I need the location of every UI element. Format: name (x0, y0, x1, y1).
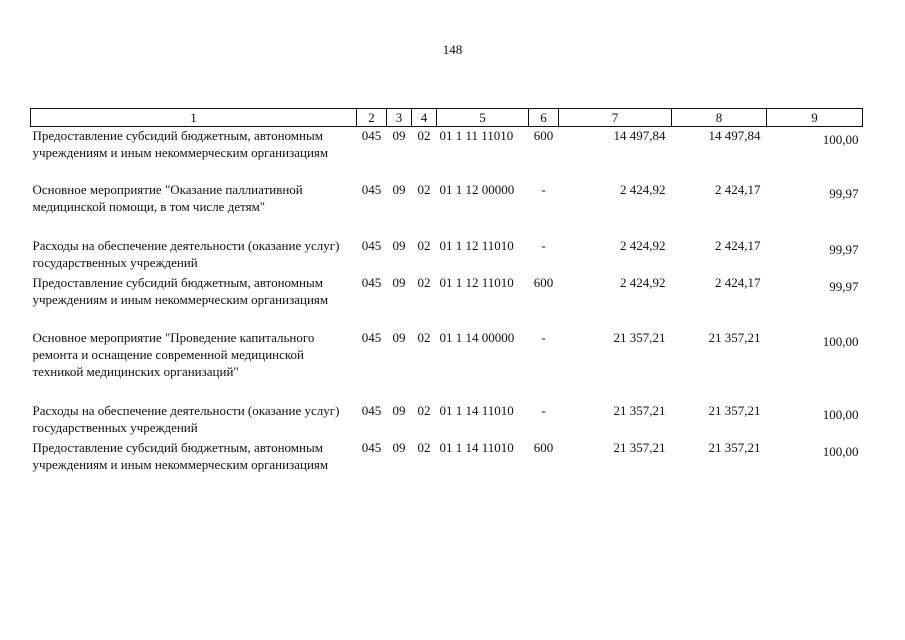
cell-vr: 600 (533, 128, 554, 143)
header-row (31, 109, 863, 127)
cell-rz: 09 (392, 128, 406, 143)
cell-csr: 01 1 12 11010 (439, 274, 514, 290)
cell-vr: - (541, 402, 546, 418)
table-row (31, 402, 863, 439)
cell-vr: - (541, 237, 546, 253)
cell-grbs: 045 (361, 439, 382, 455)
cell-planned: 14 497,84 (613, 128, 666, 143)
row-name: Основное мероприятие "Проведение капитального ремонта и оснащение современной медицинской техникой медицинских организаций" (32, 329, 315, 379)
cell-grbs: 045 (361, 181, 382, 197)
cell-pr: 02 (417, 439, 431, 455)
budget-table (30, 108, 863, 493)
table-row (31, 181, 863, 237)
cell-csr: 01 1 14 11010 (439, 402, 514, 418)
row-name: Расходы на обеспечение деятельности (оказание услуг) государственных учреждений (32, 402, 340, 435)
col-header-4: 4 (412, 109, 437, 127)
cell-executed: 2 424,17 (715, 181, 761, 197)
cell-csr: 01 1 12 00000 (439, 181, 515, 197)
cell-percent: 100,00 (822, 333, 859, 349)
cell-planned: 2 424,92 (620, 237, 666, 253)
row-name: Расходы на обеспечение деятельности (оказание услуг) государственных учреждений (32, 237, 340, 270)
table-row (31, 127, 863, 181)
cell-executed: 14 497,84 (708, 128, 761, 143)
cell-pr: 02 (417, 329, 431, 345)
cell-percent: 99,97 (829, 185, 859, 201)
row-name: Предоставление субсидий бюджетным, автономным учреждениям и иным некоммерческим организациям (32, 439, 329, 472)
cell-grbs: 045 (361, 274, 382, 290)
col-header-3: 3 (387, 109, 412, 127)
cell-executed: 21 357,21 (708, 402, 761, 418)
cell-executed: 21 357,21 (708, 329, 761, 345)
cell-vr: - (541, 181, 546, 197)
cell-pr: 02 (417, 402, 431, 418)
cell-grbs: 045 (361, 329, 382, 345)
cell-vr: 600 (533, 274, 554, 290)
col-header-1: 1 (31, 109, 357, 127)
table-row (31, 329, 863, 402)
cell-csr: 01 1 14 11010 (439, 439, 514, 455)
row-name: Предоставление субсидий бюджетным, автономным учреждениям и иным некоммерческим организациям (32, 274, 329, 307)
cell-rz: 09 (392, 439, 406, 455)
cell-pr: 02 (417, 128, 431, 143)
cell-executed: 2 424,17 (715, 274, 761, 290)
cell-grbs: 045 (361, 402, 382, 418)
col-header-6: 6 (529, 109, 559, 127)
cell-rz: 09 (392, 181, 406, 197)
cell-pr: 02 (417, 237, 431, 253)
col-header-5: 5 (437, 109, 529, 127)
cell-percent: 100,00 (822, 132, 859, 147)
row-name: Предоставление субсидий бюджетным, автономным учреждениям и иным некоммерческим организациям (32, 128, 329, 160)
page-number: 148 (442, 42, 463, 57)
cell-executed: 2 424,17 (715, 237, 761, 253)
col-header-2: 2 (357, 109, 387, 127)
cell-planned: 2 424,92 (620, 181, 666, 197)
cell-pr: 02 (417, 274, 431, 290)
cell-vr: 600 (533, 439, 554, 455)
cell-grbs: 045 (361, 237, 382, 253)
row-name: Основное мероприятие "Оказание паллиативной медицинской помощи, в том числе детям" (32, 181, 303, 214)
cell-percent: 100,00 (822, 406, 859, 422)
cell-percent: 100,00 (822, 443, 859, 459)
cell-csr: 01 1 12 11010 (439, 237, 514, 253)
cell-planned: 2 424,92 (620, 274, 666, 290)
cell-planned: 21 357,21 (613, 329, 666, 345)
cell-planned: 21 357,21 (613, 402, 666, 418)
cell-pr: 02 (417, 181, 431, 197)
cell-csr: 01 1 14 00000 (439, 329, 515, 345)
col-header-8: 8 (672, 109, 767, 127)
cell-rz: 09 (392, 274, 406, 290)
cell-rz: 09 (392, 237, 406, 253)
table-row (31, 439, 863, 493)
cell-rz: 09 (392, 329, 406, 345)
table-row (31, 237, 863, 274)
cell-vr: - (541, 329, 546, 345)
cell-percent: 99,97 (829, 278, 859, 294)
cell-rz: 09 (392, 402, 406, 418)
cell-csr: 01 1 11 11010 (439, 128, 514, 143)
cell-percent: 99,97 (829, 241, 859, 257)
col-header-7: 7 (559, 109, 672, 127)
table-row (31, 274, 863, 329)
cell-planned: 21 357,21 (613, 439, 666, 455)
cell-executed: 21 357,21 (708, 439, 761, 455)
col-header-9: 9 (767, 109, 863, 127)
cell-grbs: 045 (361, 128, 382, 143)
